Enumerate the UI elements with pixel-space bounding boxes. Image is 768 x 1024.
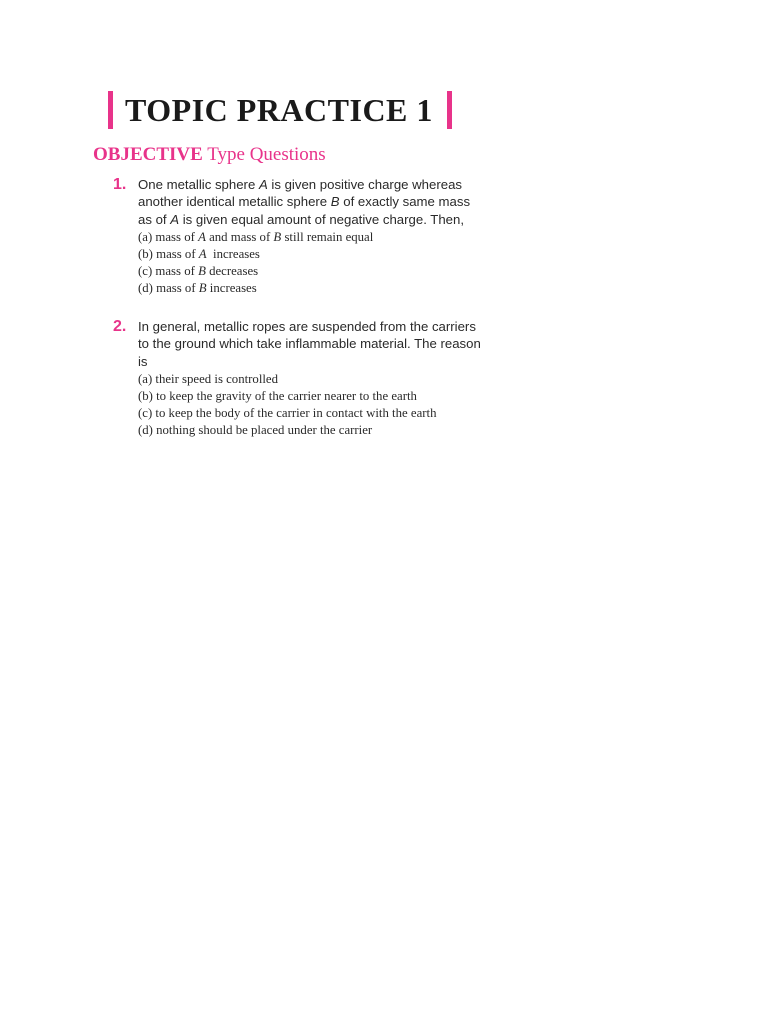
topic-title: TOPIC PRACTICE 1 (125, 91, 433, 128)
question-2 (113, 318, 483, 438)
heading-bar-right (447, 91, 452, 129)
option-b: (b) mass of A increases (138, 247, 260, 262)
question-text: In general, metallic ropes are suspended from the carriers to the ground which take inflammable material. The reason is (138, 319, 481, 369)
section-heading (93, 144, 326, 166)
option-b: (b) to keep the gravity of the carrier nearer to the earth (138, 389, 417, 404)
option-d: (d) mass of B increases (138, 280, 257, 295)
option-c: (c) mass of B decreases (138, 263, 259, 278)
question-text: One metallic sphere A is given positive charge whereas another identical metallic sphere B of exactly same mass as of A is given equal amount of negative charge. Then, (138, 177, 471, 227)
option-c: (c) to keep the body of the carrier in contact with the earth (138, 405, 437, 420)
options-list (138, 371, 483, 438)
options-list (138, 229, 483, 296)
question-1 (113, 176, 483, 296)
option-a: (a) mass of A and mass of B still remain equal (138, 230, 374, 245)
question-number: 1. (113, 176, 127, 193)
section-heading-strong: OBJECTIVE (93, 144, 203, 165)
topic-heading (108, 88, 452, 132)
option-a: (a) their speed is controlled (138, 372, 279, 387)
option-d: (d) nothing should be placed under the carrier (138, 422, 373, 437)
heading-bar-left (108, 91, 113, 129)
question-number: 2. (113, 318, 127, 335)
section-heading-light: Type Questions (207, 144, 326, 165)
